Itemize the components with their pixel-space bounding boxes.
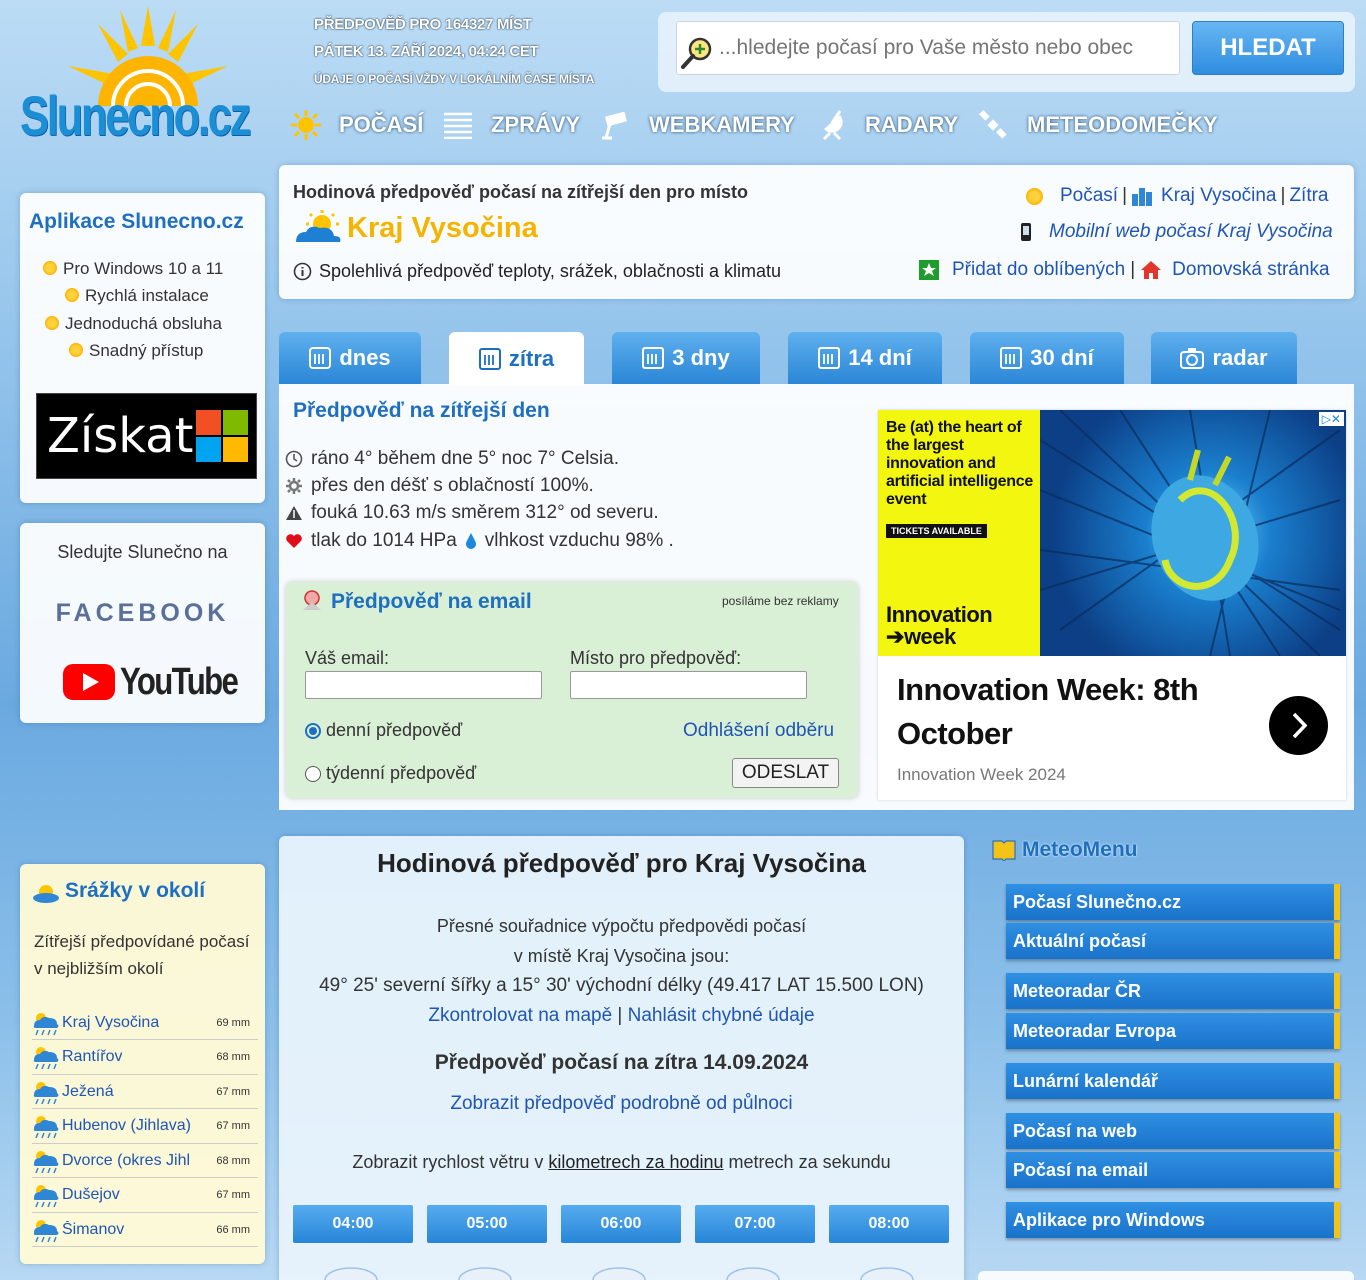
page-actions [919,259,1330,281]
rain-amount: 67 mm [216,1189,250,1201]
store-button-label: Získat [47,408,194,464]
app-promo-box [20,193,265,503]
info-icon [293,262,312,281]
menu-item-radar-europe[interactable]: Meteoradar Evropa [1006,1013,1340,1049]
ad-source: Innovation Week 2024 [897,765,1066,784]
rain-amount: 69 mm [216,1016,250,1029]
menu-item-weather-web[interactable]: Počasí na web [1006,1113,1340,1149]
chevron-right-icon [1269,696,1328,755]
camera-icon [1180,347,1204,369]
email-subscribe-form [286,582,858,798]
nav-label: POČASÍ [339,112,424,137]
tab-dnes[interactable] [279,332,421,384]
radio-daily[interactable] [305,723,321,739]
rain-list-item[interactable] [32,1144,258,1178]
rain-place-link[interactable]: Kraj Vysočina [62,1013,160,1031]
ad-brand: Innovation ➔week [886,602,993,649]
gear-icon [285,477,303,495]
date-heading: Předpověď počasí na zítra 14.09.2024 [434,1051,809,1074]
tab-14-dni[interactable] [788,332,942,384]
tomorrow-title: Předpověď na zítřejší den [293,399,550,422]
location-info-panel [279,165,1354,299]
coords-value: 49° 25' severní šířky a 15° 30' východní délky (49.417 LAT 15.500 LON) [319,975,924,996]
facebook-link[interactable]: FACEBOOK [55,599,230,627]
app-box-title: Aplikace Slunecno.cz [29,210,244,233]
tab-label: radar [1212,345,1268,370]
satellite-icon [978,110,1008,140]
next-panel-edge [978,1271,1354,1280]
bullet-icon [43,261,57,275]
rain-place-link[interactable]: Dvorce (okres Jihl [62,1151,191,1169]
rain-amount: 66 mm [216,1223,250,1236]
heart-artwork-icon [1040,410,1346,656]
no-ads-note: posíláme bez reklamy [722,594,839,608]
email-icon [300,588,324,612]
menu-item-windows-app[interactable]: Aplikace pro Windows [1006,1202,1340,1238]
rain-place-link[interactable]: Ježená [62,1082,114,1100]
menu-item-radar-cr[interactable]: Meteoradar ČR [1006,973,1340,1009]
ms-store-button[interactable] [36,393,257,479]
separator: | [1130,259,1136,280]
app-feature: Snadný přístup [69,341,203,361]
nav-label: WEBKAMERY [649,112,795,137]
mobile-web-link[interactable]: Mobilní web počasí Kraj Vysočina [1049,221,1333,242]
breadcrumb-weather[interactable]: Počasí [1060,185,1119,206]
mobile-web[interactable] [1019,221,1333,243]
separator: | [1280,185,1286,206]
weekly-option[interactable]: týdenní předpověď [305,763,476,784]
hour-header: 07:00 [695,1205,815,1243]
bullet-icon [65,288,79,302]
sun-cloud-icon [292,210,344,246]
ad-banner-left [878,410,1040,656]
coords-line2: v místě Kraj Vysočina jsou: [513,946,730,966]
rain-list-item[interactable] [32,1179,258,1213]
precipitation-line: přes den déšť s oblačností 100%. [285,472,594,499]
email-field[interactable] [305,671,542,699]
detail-link[interactable]: Zobrazit předpověď podrobně od půlnoci [450,1093,793,1114]
place-title: Kraj Vysočina [347,212,538,244]
page-heading: Hodinová předpověď počasí na zítřejší den pro místo [293,182,749,202]
calendar-icon [479,348,501,370]
menu-item-weather-email[interactable]: Počasí na email [1006,1152,1340,1188]
phone-icon [1019,222,1033,242]
rain-place-link[interactable]: Hubenov (Jihlava) [62,1117,191,1134]
advertisement[interactable] [878,410,1346,800]
coords-line1: Přesné souřadnice výpočtu předpovědi počasí [436,916,807,936]
radio-weekly[interactable] [305,766,321,782]
nav-label: METEODOMEČKY [1027,112,1218,137]
rain-box-title: Srážky v okolí [65,879,206,902]
tab-label: 14 dní [848,345,912,370]
kmh-link[interactable]: kilometrech za hodinu [548,1152,724,1172]
breadcrumb-region[interactable]: Kraj Vysočina [1161,185,1277,206]
pressure-humidity-line: tlak do 1014 HPa vlhkost vzduchu 98% . [285,527,674,554]
rain-cloud-icon [32,1148,60,1174]
water-drop-icon [465,532,477,550]
nav-label: ZPRÁVY [491,112,581,137]
place-label: Místo pro předpověď: [570,648,742,668]
calendar-icon [642,347,664,369]
home-icon [1140,260,1162,280]
map-links: Zkontrolovat na mapě | Nahlásit chybné údaje [428,1005,815,1026]
ad-title: Innovation Week: 8th October [897,672,1199,751]
email-form-title: Předpověď na email [331,590,532,613]
sun-cloud-icon [32,881,60,903]
rain-cloud-icon [32,1010,60,1036]
submit-button[interactable]: ODESLAT [732,758,839,788]
tab-label: dnes [339,345,391,370]
menu-item-lunar[interactable]: Lunární kalendář [1006,1063,1340,1099]
tomorrow-panel [279,384,1354,810]
separator: | [1122,185,1128,206]
wind-unit-switch: Zobrazit rychlost větru v kilometrech za hodinu metrech za sekundu [352,1152,891,1172]
forecast-count: PŘEDPOVĚĎ PRO 164327 MÍST [314,16,532,33]
tab-label: 3 dny [672,345,730,370]
rain-cloud-icon [32,1044,60,1070]
tab-zitra[interactable] [449,332,584,386]
hourly-weather-icons [293,1262,949,1280]
app-feature: Pro Windows 10 a 11 [43,259,223,279]
hourly-title: Hodinová předpověď pro Kraj Vysočina [377,848,866,878]
youtube-link[interactable] [62,661,263,703]
rain-place-link[interactable]: Rantířov [62,1048,123,1065]
menu-item-current-weather[interactable]: Aktuální počasí [1006,923,1340,959]
hour-header: 08:00 [829,1205,949,1243]
youtube-icon [62,662,116,702]
logo-text: Slunecno.cz [20,84,250,147]
social-title: Sledujte Slunečno na [57,542,228,562]
nav-item-radary[interactable] [818,108,958,142]
homepage-link[interactable]: Domovská stránka [1172,259,1330,280]
heart-icon [285,533,303,549]
webcam-icon [598,110,630,140]
hour-header: 06:00 [561,1205,681,1243]
meteomenu-title: MeteoMenu [1022,838,1138,861]
news-icon [442,111,474,139]
tab-3-dny[interactable] [612,332,760,384]
sun-icon [1026,188,1043,205]
sun-icon [290,109,322,141]
app-feature: Jednoduchá obsluha [45,314,222,334]
rain-cloud-icon [32,1182,60,1208]
app-feature: Rychlá instalace [65,286,209,306]
rain-cloud-icon [32,1079,60,1105]
rain-list-item[interactable] [32,1041,258,1075]
email-label: Váš email: [305,648,390,668]
rain-amount: 68 mm [216,1051,250,1063]
wind-line: fouká 10.63 m/s směrem 312° od severu. [285,499,659,526]
ad-headline: Be (at) the heart of the largest innovation and artificial intelligence event [886,419,1033,508]
rain-amount: 67 mm [216,1085,250,1098]
nav-item-pocasi[interactable] [290,108,423,142]
nav-label: RADARY [865,112,959,137]
tab-30-dni[interactable] [970,332,1124,384]
daily-option[interactable]: denní předpověď [305,720,462,741]
search-input[interactable] [676,21,1180,75]
add-favorite-link[interactable]: Přidat do oblíbených [952,259,1126,280]
report-error-link[interactable]: Nahlásit chybné údaje [627,1005,815,1026]
nav-item-zpravy[interactable] [442,108,580,142]
rain-amount: 68 mm [216,1154,250,1167]
ad-image [1040,410,1346,656]
rain-list-item[interactable] [32,1213,258,1247]
rain-box-subtitle: Zítřejší předpovídané počasí v nejbližším okolí [34,932,250,978]
current-datetime: PÁTEK 13. ZÁŘÍ 2024, 04:24 CET [314,43,539,60]
calendar-icon [818,347,840,369]
rain-place-link[interactable]: Šimanov [62,1220,125,1238]
tagline: Spolehlivá předpověď teploty, srážek, oblačnosti a klimatu [293,261,781,282]
rain-amount: 67 mm [216,1120,250,1132]
windows-logo-icon [196,410,248,462]
menu-item-slunecno[interactable]: Počasí Slunečno.cz [1006,884,1340,920]
rain-cloud-icon [32,1113,60,1139]
tab-radar[interactable] [1151,332,1297,384]
social-box [20,523,265,723]
ad-next-button[interactable] [1269,696,1328,755]
site-logo[interactable] [18,6,268,156]
calendar-icon [309,347,331,369]
wind-icon [285,505,303,521]
book-icon [992,839,1016,861]
meteomenu-header [992,838,1138,862]
rain-cloud-icon [32,1217,60,1243]
ad-badge: TICKETS AVAILABLE [886,524,987,538]
rain-place-link[interactable]: Dušejov [62,1186,120,1203]
breadcrumb [1026,185,1329,207]
breadcrumb-tomorrow[interactable]: Zítra [1289,185,1329,206]
ad-choices-icon[interactable]: ▷✕ [1319,412,1344,426]
bullet-icon [69,343,83,357]
temperature-line: ráno 4° během dne 5° noc 7° Celsia. [285,445,619,472]
search-icon [680,36,714,70]
local-time-note: ÚDAJE O POČASÍ VŽDY V LOKÁLNÍM ČASE MÍSTA [314,72,594,86]
youtube-label: YouTube [120,661,238,703]
tab-label: zítra [508,346,555,371]
nav-item-meteodomecky[interactable] [978,108,1218,142]
rain-list-item[interactable] [32,1075,258,1109]
radar-icon [818,109,846,141]
calendar-icon [1000,347,1022,369]
hour-header: 05:00 [427,1205,547,1243]
place-field[interactable] [570,671,807,699]
hour-header: 04:00 [293,1205,413,1243]
nav-item-webkamery[interactable] [598,108,795,142]
unsubscribe-link[interactable]: Odhlášení odběru [683,720,835,741]
bullet-icon [45,316,59,330]
clock-icon [285,450,303,468]
search-button[interactable]: HLEDAT [1192,21,1344,75]
search-area [658,12,1355,92]
rain-list-item[interactable] [32,1006,258,1040]
tab-label: 30 dní [1030,345,1094,370]
check-map-link[interactable]: Zkontrolovat na mapě [428,1005,613,1026]
rain-list-item[interactable] [32,1110,258,1144]
city-icon [1131,186,1153,206]
star-icon [919,260,939,280]
